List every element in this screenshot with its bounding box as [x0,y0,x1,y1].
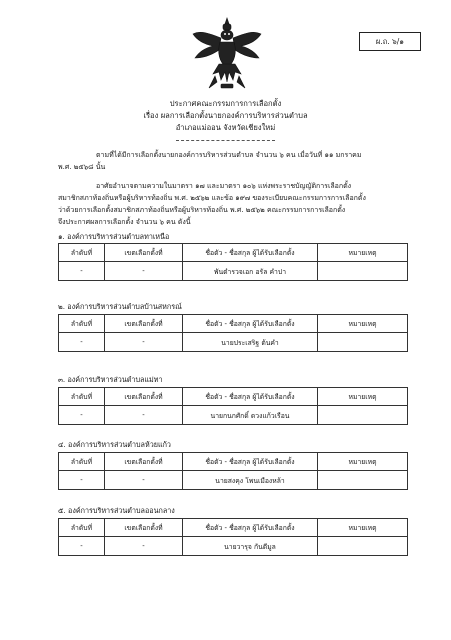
table-header-row [59,519,408,537]
header-order: ลำดับที่ [59,519,105,537]
table-header-row [59,244,408,262]
cell-remarks [318,406,408,425]
header-district: เขตเลือกตั้งที่ [105,315,183,333]
intro-paragraph-2-line-3: ว่าด้วยการเลือกตั้งสมาชิกสภาท้องถิ่นหรือผู้บริหารท้องถิ่น พ.ศ. ๒๕๖๒ คณะกรรมการการเลือกตั้ง [58,206,346,214]
header-elected-name: ชื่อตัว - ชื่อสกุล ผู้ได้รับเลือกตั้ง [183,388,318,406]
cell-order: - [59,406,105,425]
cell-elected-name: นายกนกศักดิ์ ดวงแก้วเรือน [183,406,318,425]
cell-order: - [59,471,105,490]
cell-remarks [318,537,408,556]
cell-elected-name: นายประเสริฐ ต้นคำ [183,333,318,352]
table-header-row [59,453,408,471]
section-title: ๒. องค์การบริหารส่วนตำบลบ้านสหกรณ์ [58,302,182,311]
header-remarks: หมายเหตุ [318,388,408,406]
form-number: ผ.ถ. ๖/๑ [375,37,405,46]
table-row [59,471,408,490]
header-remarks: หมายเหตุ [318,244,408,262]
cell-order: - [59,262,105,281]
table-row [59,262,408,281]
cell-district: - [105,537,183,556]
results-table [58,518,408,556]
section-title: ๑. องค์การบริหารส่วนตำบลทาเหนือ [58,232,170,241]
results-table [58,387,408,425]
header-order: ลำดับที่ [59,388,105,406]
header-remarks: หมายเหตุ [318,519,408,537]
table-header-row [59,315,408,333]
intro-paragraph-1-line-1: ตามที่ได้มีการเลือกตั้งนายกองค์การบริหารส่วนตำบล จำนวน ๖ คน เมื่อวันที่ ๑๑ มกราคม [96,151,362,159]
cell-remarks [318,262,408,281]
header-remarks: หมายเหตุ [318,453,408,471]
header-order: ลำดับที่ [59,315,105,333]
header-district: เขตเลือกตั้งที่ [105,453,183,471]
results-table [58,243,408,281]
announcement-subject: เรื่อง ผลการเลือกตั้งนายกองค์การบริหารส่วนตำบล [143,111,308,120]
cell-remarks [318,333,408,352]
header-district: เขตเลือกตั้งที่ [105,388,183,406]
cell-order: - [59,537,105,556]
section-title: ๓. องค์การบริหารส่วนตำบลแม่ทา [58,375,163,384]
section-title: ๔. องค์การบริหารส่วนตำบลห้วยแก้ว [58,440,171,449]
header-elected-name: ชื่อตัว - ชื่อสกุล ผู้ได้รับเลือกตั้ง [183,244,318,262]
table-row [59,537,408,556]
table-row [59,406,408,425]
cell-district: - [105,406,183,425]
cell-district: - [105,471,183,490]
cell-district: - [105,333,183,352]
header-elected-name: ชื่อตัว - ชื่อสกุล ผู้ได้รับเลือกตั้ง [183,453,318,471]
table-row [59,333,408,352]
intro-paragraph-1-line-2: พ.ศ. ๒๕๖๘ นั้น [58,163,106,171]
cell-elected-name: นายสงคุง โพนเมืองหล้า [183,471,318,490]
intro-paragraph-2-line-4: จึงประกาศผลการเลือกตั้ง จำนวน ๖ คน ดังนี้ [58,218,191,226]
header-remarks: หมายเหตุ [318,315,408,333]
header-elected-name: ชื่อตัว - ชื่อสกุล ผู้ได้รับเลือกตั้ง [183,519,318,537]
intro-paragraph-2-line-2: สมาชิกสภาท้องถิ่นหรือผู้บริหารท้องถิ่น พ.ศ. ๒๕๖๒ และข้อ ๑๙๗ ของระเบียบคณะกรรมการการเลือกตั้ง [58,194,366,202]
results-table [58,314,408,352]
intro-paragraph-2-line-1: อาศัยอำนาจตามความในมาตรา ๑๗ และมาตรา ๑๐๖ แห่งพระราชบัญญัติการเลือกตั้ง [96,182,352,190]
announcement-title: ประกาศคณะกรรมการการเลือกตั้ง [169,99,282,108]
header-divider [176,140,275,141]
cell-order: - [59,333,105,352]
cell-district: - [105,262,183,281]
garuda-emblem [191,16,263,94]
announcement-location: อำเภอแม่ออน จังหวัดเชียงใหม่ [175,123,276,132]
section-title: ๕. องค์การบริหารส่วนตำบลออนกลาง [58,506,175,515]
cell-elected-name: พันตำรวจเอก อรัล คำปา [183,262,318,281]
header-elected-name: ชื่อตัว - ชื่อสกุล ผู้ได้รับเลือกตั้ง [183,315,318,333]
results-table [58,452,408,490]
header-district: เขตเลือกตั้งที่ [105,519,183,537]
cell-remarks [318,471,408,490]
table-header-row [59,388,408,406]
header-order: ลำดับที่ [59,244,105,262]
header-district: เขตเลือกตั้งที่ [105,244,183,262]
form-number-box [359,32,421,51]
header-order: ลำดับที่ [59,453,105,471]
cell-elected-name: นายวารุจ กันตีมูล [183,537,318,556]
